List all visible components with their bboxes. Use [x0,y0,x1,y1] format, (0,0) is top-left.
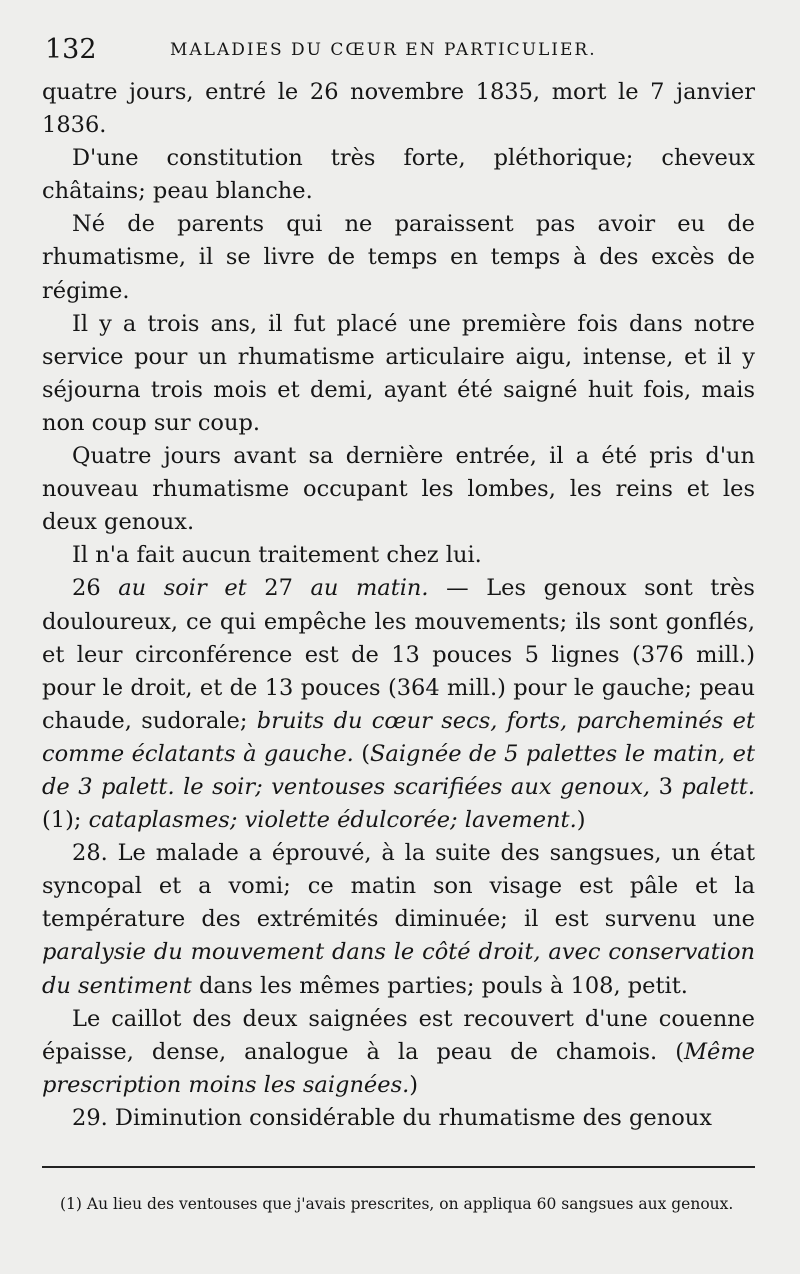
paragraph-2: D'une constitution très forte, pléthorique; cheveux châtains; peau blanche. [42,145,755,205]
date-number: 26 [72,575,101,602]
text-segment: Le caillot des deux saignées est recouvert d'une couenne épaisse, dense, analogue à la peau de chamois. ( [42,1005,755,1065]
paragraph-9 [42,1003,755,1102]
text-segment: 28. Le malade a éprouvé, à la suite des sangsues, un état syncopal et a vomi; ce matin son visage est pâle et la température des extrémités diminuée; il est survenu une [42,840,755,933]
paragraph-10: 29. Diminution considérable du rhumatisme des genoux [72,1104,712,1131]
date-number-2: 27 [264,575,293,602]
footnote: (1) Au lieu des ventouses que j'avais prescrites, on appliqua 60 sangsues aux genoux. [60,1195,734,1213]
text-segment: ) [409,1071,419,1098]
footnote-rule [42,1166,755,1168]
italic-segment: bruits du cœur secs, forts, parcheminés et comme éclatants à gauche. [42,707,755,767]
italic-segment: Même prescription moins les saignées. [42,1038,755,1098]
text-segment: ) [576,807,586,834]
paragraph-4: Il y a trois ans, il fut placé une première fois dans notre service pour un rhumatisme articulaire aigu, intense, et il y séjourna trois mois et demi, ayant été saigné huit fois, mais non coup sur coup. [42,310,755,436]
page-header [45,34,760,68]
paragraph-8 [42,837,755,1002]
italic-segment: paralysie du mouvement dans le côté droit, avec conservation du sentiment [42,939,755,999]
italic-segment: cataplasmes; violette édulcorée; lavement. [88,807,577,834]
text-segment: dans les mêmes parties; pouls à 108, petit. [198,972,688,999]
date-italic: au soir et [118,575,247,602]
text-segment: 3 [658,773,673,800]
paragraph-1: quatre jours, entré le 26 novembre 1835, mort le 7 janvier 1836. [42,79,755,139]
running-head: MALADIES DU CŒUR EN PARTICULIER. [170,40,597,60]
paragraph-7 [42,572,755,837]
text-segment: — Les genoux sont très douloureux, ce qui empêche les mouvements; ils sont gonflés, et leur circonférence est de 13 pouces 5 lignes (376 mill.) pour le droit, et de 13 pouces (364 mill.) pour le gauche; peau chaude, sudorale; [42,575,755,734]
italic-segment: Saignée de 5 palettes le matin, et de 3 palett. le soir; ventouses scarifiées aux genoux, [42,740,755,800]
paragraph-3: Né de parents qui ne paraissent pas avoir eu de rhumatisme, il se livre de temps en temps à des excès de régime. [42,211,755,304]
paragraph-6: Il n'a fait aucun traitement chez lui. [72,542,482,569]
text-segment: ( [361,740,371,767]
date-italic-2: au matin. [310,575,429,602]
italic-segment: palett. [681,773,755,800]
footnote-ref: (1); [42,807,82,834]
paragraph-5: Quatre jours avant sa dernière entrée, il a été pris d'un nouveau rhumatisme occupant les lombes, les reins et les deux genoux. [42,443,755,536]
body-text [42,76,755,1135]
page-number: 132 [45,34,97,65]
